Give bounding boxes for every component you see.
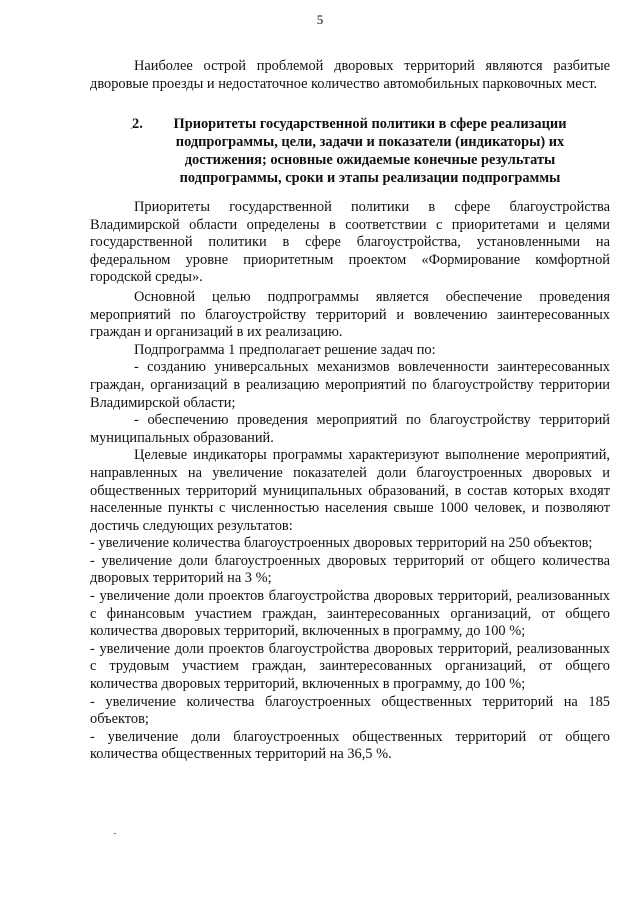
intro-paragraph-block	[90, 58, 610, 93]
page-number: 5	[316, 12, 324, 27]
task-item: - обеспечению проведения мероприятий по благоустройству территорий муниципальных образований.	[90, 412, 610, 446]
result-item: - увеличение доли благоустроенных общественных территорий от общего количества общественных территорий на 36,5 %.	[90, 728, 610, 763]
priorities-paragraph: Приоритеты государственной политики в сфере благоустройства Владимирской области определены в соответствии с приоритетами и целями государственной политики в сфере благоустройства, установленными на федеральном уровне приоритетным проектом «Формирование комфортной городской среды».	[90, 199, 610, 286]
indicators-intro: Целевые индикаторы программы характеризуют выполнение мероприятий, направленных на увеличение показателей доли благоустроенных дворовых и общественных территорий муниципальных образований, в состав которых входят населенные пункты с численностью населения свыше 1000 человек, и позволяют достичь следующих результатов:	[90, 447, 610, 534]
result-item: - увеличение доли благоустроенных дворовых территорий от общего количества дворовых территорий на 3 %;	[90, 552, 610, 587]
task-item: - созданию универсальных механизмов вовлеченности заинтересованных граждан, организаций в реализацию мероприятий по благоустройству территории Владимирской области;	[90, 359, 610, 411]
scan-mark: .	[130, 120, 133, 132]
result-item: - увеличение количества благоустроенных дворовых территорий на 250 объектов;	[90, 535, 593, 552]
scan-mark: -	[113, 827, 117, 839]
result-item: - увеличение количества благоустроенных общественных территорий на 185 объектов;	[90, 693, 610, 728]
result-item: - увеличение доли проектов благоустройства дворовых территорий, реализованных с трудовым участием граждан, заинтересованных организаций, от общего количества дворовых территорий, включенных в программу, до 100 %;	[90, 640, 610, 693]
section-title: Приоритеты государственной политики в сфере реализации подпрограммы, цели, задачи и показатели (индикаторы) их достижения; основные ожидаемые конечные результаты подпрограммы, сроки и этапы реализации подпрограммы	[173, 116, 567, 186]
body-text	[90, 199, 610, 764]
result-item: - увеличение доли проектов благоустройства дворовых территорий, реализованных с финансовым участием граждан, заинтересованных организаций, от общего количества дворовых территорий, включенных в программу, до 100 %;	[90, 588, 610, 640]
intro-paragraph: Наиболее острой проблемой дворовых территорий являются разбитые дворовые проезды и недостаточное количество автомобильных парковочных мест.	[90, 58, 610, 92]
goal-paragraph: Основной целью подпрограммы является обеспечение проведения мероприятий по благоустройству территорий и вовлечению заинтересованных граждан и организаций в их реализацию.	[90, 288, 610, 341]
section-number: 2.	[132, 116, 143, 132]
section-heading	[132, 115, 590, 187]
tasks-intro: Подпрограмма 1 предполагает решение задач по:	[134, 341, 436, 358]
